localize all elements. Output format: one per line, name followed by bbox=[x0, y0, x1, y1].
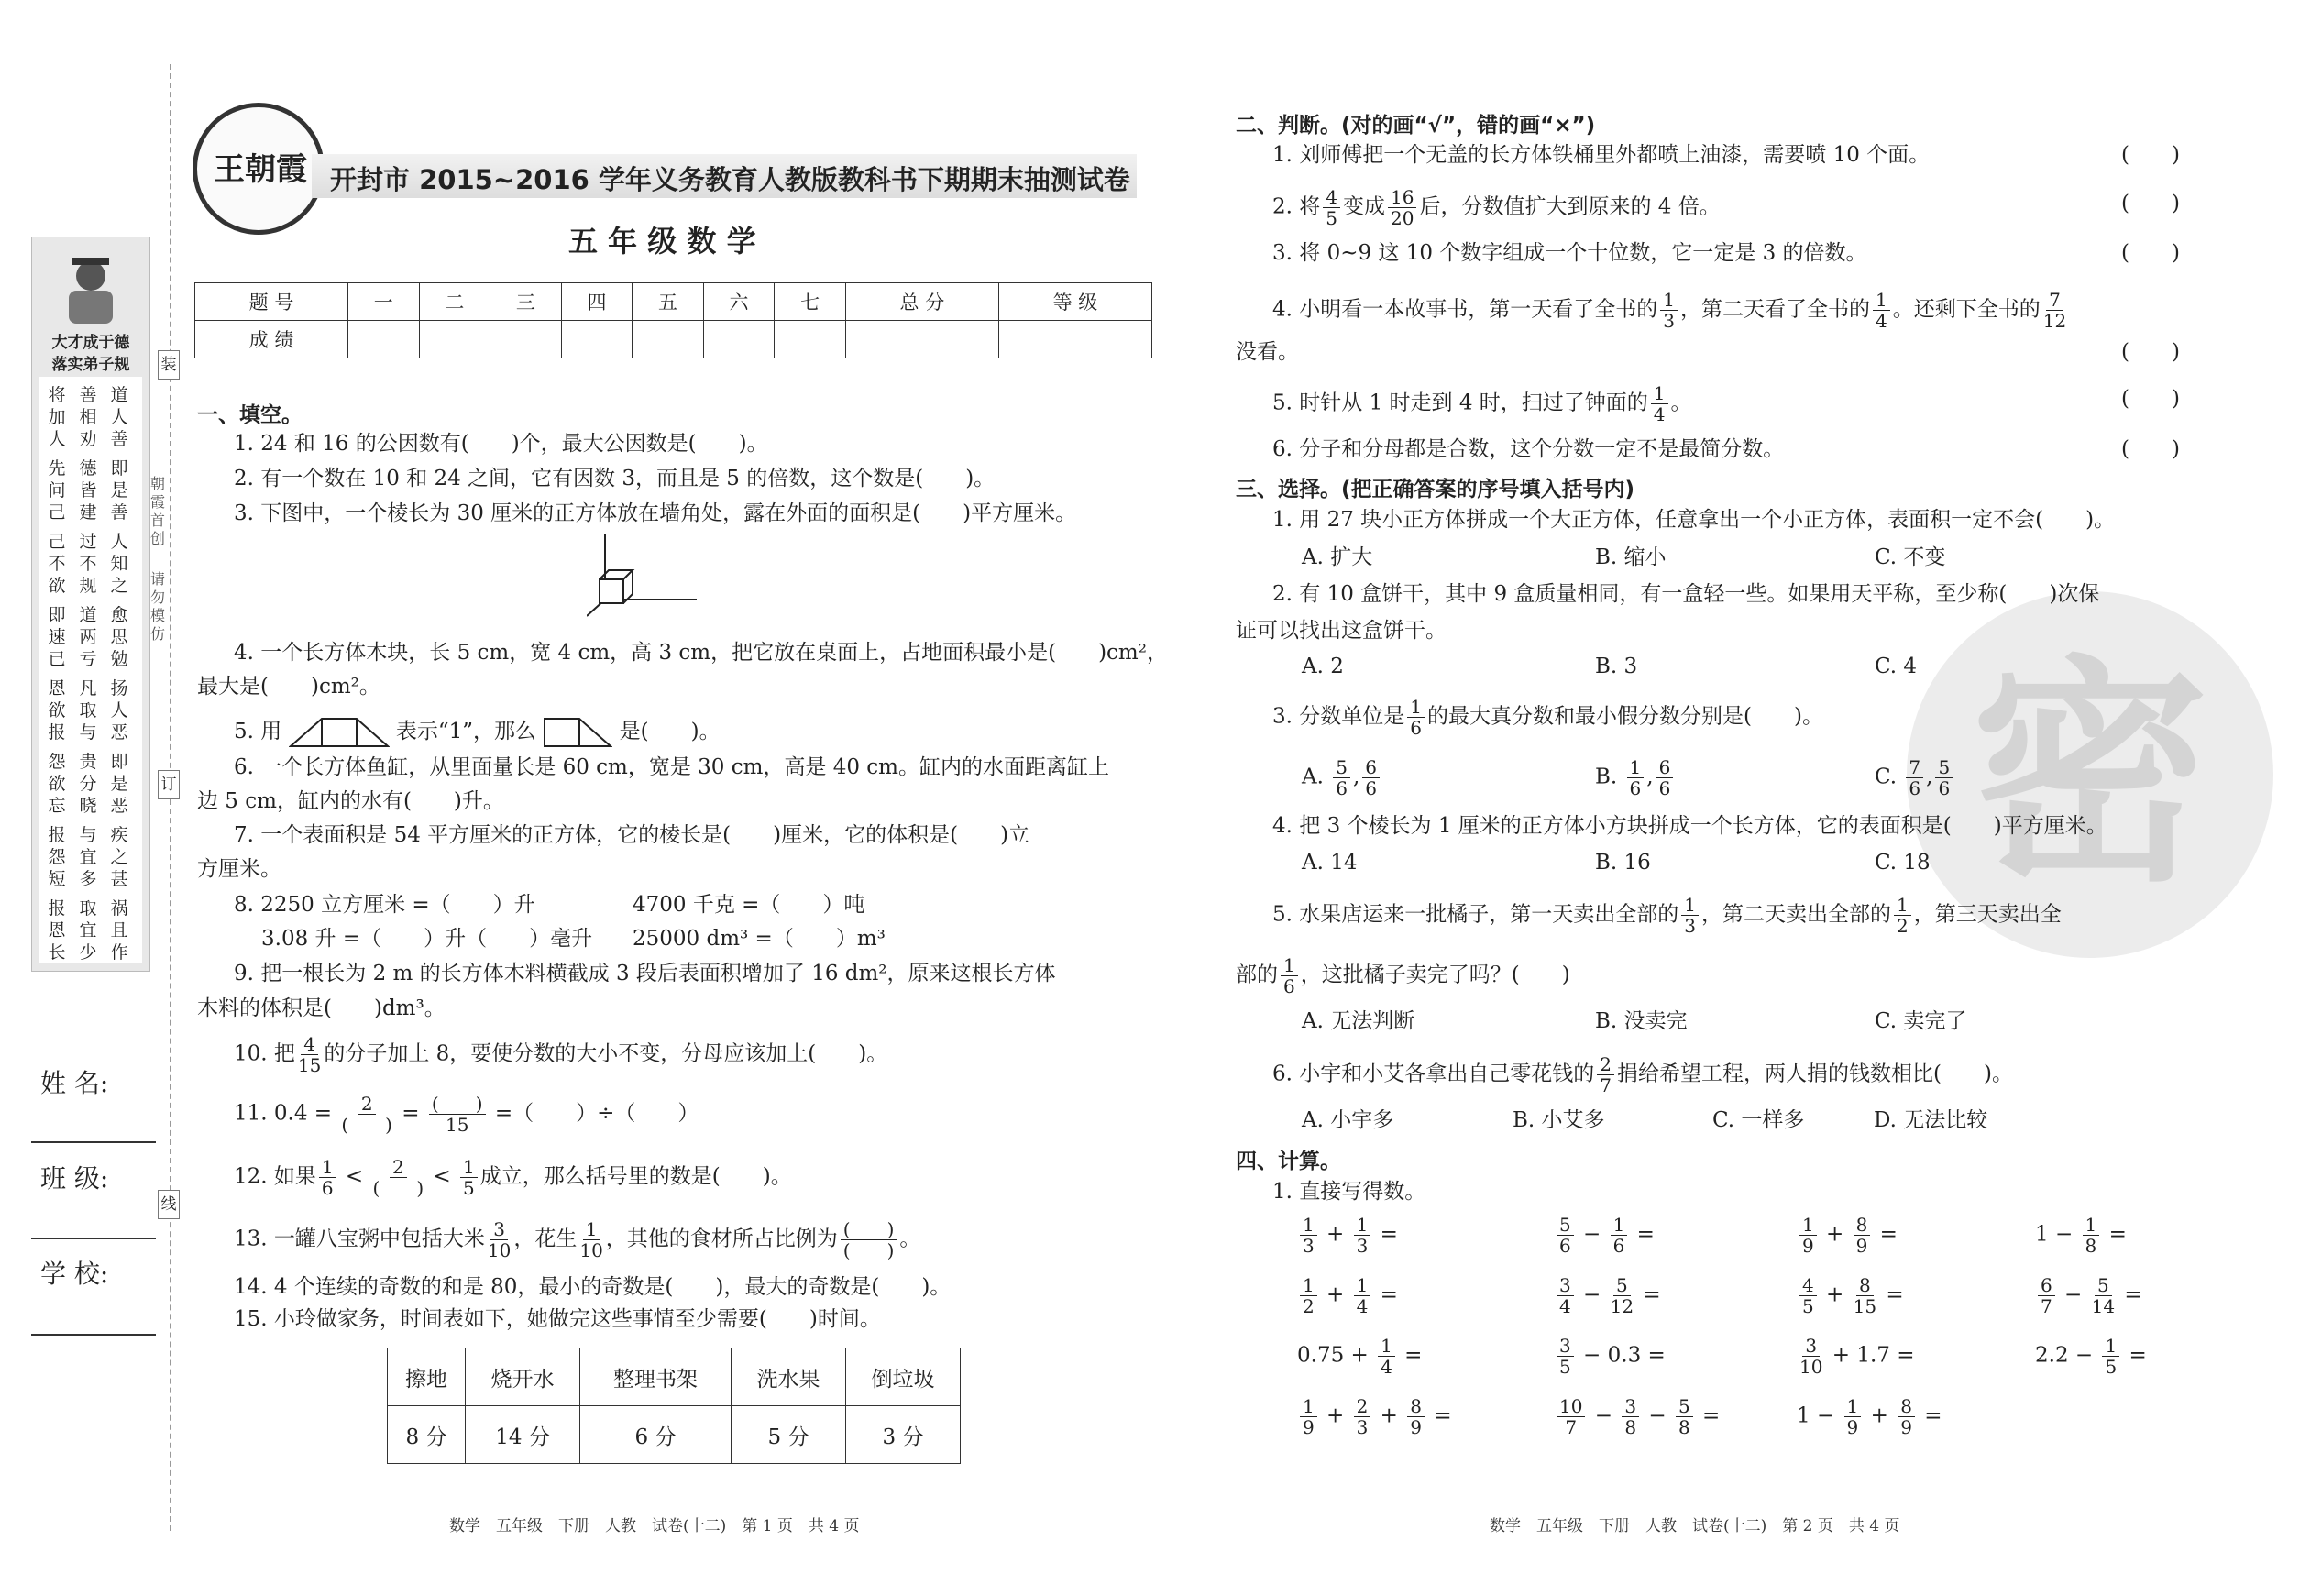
score-header: 等 级 bbox=[998, 283, 1151, 321]
p1-q13: 13. 一罐八宝粥中包括大米 $\frac{3}{10}$ ，花生 $\frac{1}{10}$ ，其他的食材所占比例为 $\frac{( )}{( )}$ 。 bbox=[234, 1218, 921, 1261]
option[interactable]: C. 4 bbox=[1875, 655, 1918, 678]
option[interactable]: A. $\frac{5}{6}$ , $\frac{6}{6}$ bbox=[1302, 757, 1382, 798]
sidebar-panel bbox=[31, 237, 150, 972]
dizigui-col: 恩欲报 bbox=[48, 678, 66, 743]
p2-q1: 1. 刘师傅把一个无盖的长方体铁桶里外都喷上油漆，需要喷 10 个面。 bbox=[1272, 143, 1931, 167]
score-cell[interactable] bbox=[998, 321, 1151, 358]
p3-q1: 1. 用 27 块小正方体拼成一个大正方体，任意拿出一个小正方体，表面积一定不会( )。 bbox=[1272, 508, 2116, 532]
calc-item: $\frac{1}{9}$ + $\frac{2}{3}$ + $\frac{8}{9}$ = bbox=[1297, 1396, 1452, 1437]
calc-item: 1 − $\frac{1}{8}$ = bbox=[2035, 1214, 2127, 1257]
fraction: $\frac{3}{5}$ bbox=[1557, 1336, 1574, 1377]
brand-logo bbox=[193, 103, 325, 235]
trapezoid-whole-icon bbox=[289, 717, 390, 748]
dizigui-col: 祸且作 bbox=[110, 898, 128, 963]
chore-time: 14 分 bbox=[466, 1406, 580, 1464]
fraction: $\frac{1}{2}$ bbox=[1300, 1275, 1317, 1316]
fraction: $\frac{4}{15}$ bbox=[297, 1033, 322, 1076]
fraction: $\frac{1}{4}$ bbox=[1378, 1336, 1395, 1377]
fraction: $\frac{1}{9}$ bbox=[1844, 1396, 1862, 1437]
fraction: $\frac{1}{8}$ bbox=[2083, 1215, 2100, 1256]
footer-left: 数学 五年级 下册 人教 试卷(十二) 第 1 页 共 4 页 bbox=[449, 1517, 860, 1535]
option[interactable]: C. 卖完了 bbox=[1875, 1009, 1967, 1033]
fraction: $\frac{1}{3}$ bbox=[1354, 1215, 1371, 1256]
calc-item: $\frac{3}{4}$ − $\frac{5}{12}$ = bbox=[1554, 1275, 1661, 1316]
score-cell[interactable] bbox=[561, 321, 633, 358]
score-header: 二 bbox=[419, 283, 490, 321]
chore-time: 5 分 bbox=[731, 1406, 845, 1464]
option[interactable]: B. 16 bbox=[1595, 851, 1651, 875]
calc-item: 0.75 + $\frac{1}{4}$ = bbox=[1297, 1335, 1423, 1378]
p3-q4: 4. 把 3 个棱长为 1 厘米的正方体小方块拼成一个长方体，它的表面积是( )平方厘米。 bbox=[1272, 814, 2107, 838]
p3-q3: 3. 分数单位是 $\frac{1}{6}$ 的最大真分数和最小假分数分别是( )。 bbox=[1272, 696, 1823, 739]
option[interactable]: B. $\frac{1}{6}$ , $\frac{6}{6}$ bbox=[1595, 757, 1676, 798]
p1-q8c: 3.08 升 =（ ）升（ ）毫升 bbox=[261, 927, 593, 951]
p1-q6b: 边 5 cm，缸内的水有( )升。 bbox=[197, 789, 504, 813]
dizigui-col: 即是善 bbox=[110, 458, 128, 523]
binding-char-1: 装 bbox=[158, 350, 180, 380]
footer-right: 数学 五年级 下册 人教 试卷(十二) 第 2 页 共 4 页 bbox=[1490, 1517, 1900, 1535]
subject-title: 五 年 级 数 学 bbox=[568, 224, 756, 259]
dizigui-col: 报恩长 bbox=[48, 898, 66, 963]
fraction: $\frac{10}{7}$ bbox=[1557, 1396, 1585, 1437]
chore-name: 整理书架 bbox=[580, 1348, 732, 1406]
dizigui-col: 将加人 bbox=[48, 385, 66, 449]
p3-q5b: 部的 $\frac{1}{6}$ ，这批橘子卖完了吗？( ) bbox=[1236, 954, 1570, 997]
fraction: $\frac{1}{4}$ bbox=[1354, 1275, 1371, 1316]
option[interactable]: C. $\frac{7}{6}$ , $\frac{5}{6}$ bbox=[1875, 757, 1955, 798]
fraction: $\frac{5}{14}$ bbox=[2091, 1274, 2116, 1317]
score-cell[interactable] bbox=[703, 321, 775, 358]
chore-time: 8 分 bbox=[388, 1406, 466, 1464]
p3-q2b: 证可以找出这盒饼干。 bbox=[1236, 619, 1447, 643]
p1-q8b: 4700 千克 =（ ）吨 bbox=[633, 893, 865, 917]
calc-item: 2.2 − $\frac{1}{5}$ = bbox=[2035, 1335, 2147, 1378]
dizigui-col: 德皆建 bbox=[79, 458, 97, 523]
fraction: $\frac{3}{8}$ bbox=[1622, 1396, 1639, 1437]
answer-paren[interactable]: ( ) bbox=[2121, 143, 2180, 167]
score-cell[interactable] bbox=[490, 321, 562, 358]
calc-item: $\frac{1}{2}$ + $\frac{1}{4}$ = bbox=[1297, 1275, 1398, 1316]
chore-name: 擦地 bbox=[388, 1348, 466, 1406]
option[interactable]: C. 一样多 bbox=[1712, 1108, 1805, 1132]
answer-paren[interactable]: ( ) bbox=[2121, 340, 2180, 364]
score-cell[interactable] bbox=[348, 321, 420, 358]
option[interactable]: D. 无法比较 bbox=[1874, 1108, 1988, 1132]
chore-name: 倒垃圾 bbox=[845, 1348, 960, 1406]
exam-title: 开封市 2015~2016 学年义务教育人教版教科书下期期末抽测试卷 bbox=[330, 164, 1130, 195]
dizigui-col: 人知之 bbox=[110, 532, 128, 596]
option[interactable]: B. 没卖完 bbox=[1595, 1009, 1688, 1033]
dizigui-col: 即速已 bbox=[48, 605, 66, 669]
dizigui-col: 道两亏 bbox=[79, 605, 97, 669]
score-header: 题 号 bbox=[195, 283, 348, 321]
p2-q2: 2. 将 $\frac{4}{5}$ 变成 $\frac{16}{20}$ 后，分数值扩大到原来的 4 倍。 bbox=[1272, 186, 1721, 229]
p4-sub1: 1. 直接写得数。 bbox=[1272, 1180, 1426, 1204]
dizigui-col: 先问己 bbox=[48, 458, 66, 523]
p1-q9a: 9. 把一根长为 2 m 的长方体木料横截成 3 段后表面积增加了 16 dm²，原来这根长方体 bbox=[234, 962, 1056, 985]
p1-q1: 1. 24 和 16 的公因数有( )个，最大公因数是( )。 bbox=[234, 432, 768, 456]
calc-item: 1 − $\frac{1}{9}$ + $\frac{8}{9}$ = bbox=[1797, 1395, 1942, 1438]
dizigui-col: 凡取与 bbox=[79, 678, 97, 743]
p1-q12: 12. 如果 $\frac{1}{6}$ < $\frac{2}{( )}$ < $\frac{1}{5}$ 成立，那么括号里的数是( )。 bbox=[234, 1156, 792, 1199]
fraction: $\frac{8}{9}$ bbox=[1854, 1215, 1871, 1256]
school-label: 学 校: bbox=[40, 1259, 109, 1289]
fraction: $\frac{4}{5}$ bbox=[1799, 1275, 1817, 1316]
option[interactable]: A. 无法判断 bbox=[1302, 1009, 1415, 1033]
p2-q5: 5. 时针从 1 时走到 4 时，扫过了钟面的 $\frac{1}{4}$ 。 bbox=[1272, 382, 1692, 425]
calc-item: $\frac{3}{5}$ − 0.3 = bbox=[1554, 1336, 1666, 1377]
option[interactable]: B. 小艾多 bbox=[1513, 1108, 1605, 1132]
dizigui-col: 与宜多 bbox=[79, 825, 97, 889]
dizigui-box bbox=[39, 377, 142, 963]
score-header: 七 bbox=[775, 283, 846, 321]
p1-q8d: 25000 dm³ =（ ）m³ bbox=[633, 927, 886, 951]
score-header: 四 bbox=[561, 283, 633, 321]
p3-q6: 6. 小宇和小艾各拿出自己零花钱的 $\frac{2}{7}$ 捐给希望工程，两人捐的钱数相比( )。 bbox=[1272, 1053, 2013, 1096]
fraction: $\frac{1}{5}$ bbox=[2102, 1336, 2119, 1377]
seal-text: 密 bbox=[1971, 634, 2209, 914]
fraction: $\frac{5}{8}$ bbox=[1676, 1396, 1693, 1437]
dizigui-col: 取宜少 bbox=[79, 898, 97, 963]
p1-q9b: 木料的体积是( )dm³。 bbox=[197, 996, 446, 1020]
score-cell[interactable] bbox=[775, 321, 846, 358]
name-label: 姓 名: bbox=[40, 1068, 109, 1098]
fraction: $\frac{6}{7}$ bbox=[2038, 1275, 2055, 1316]
chore-name: 烧开水 bbox=[466, 1348, 580, 1406]
dizigui-col: 善相劝 bbox=[79, 385, 97, 449]
p2-q6: 6. 分子和分母都是合数，这个分数一定不是最简分数。 bbox=[1272, 437, 1785, 461]
dizigui-col: 贵分晓 bbox=[79, 752, 97, 816]
option[interactable]: A. 2 bbox=[1302, 655, 1344, 678]
chore-time: 6 分 bbox=[580, 1406, 732, 1464]
class-field[interactable] bbox=[31, 1238, 156, 1239]
copyright-note-1: 朝霞首创 bbox=[149, 475, 165, 547]
score-header: 一 bbox=[348, 283, 420, 321]
part2-heading: 二、判断。(对的画“√”，错的画“×”) bbox=[1236, 114, 1596, 138]
copyright-note-2: 请勿模仿 bbox=[149, 570, 165, 643]
fraction: $\frac{5}{6}$ bbox=[1557, 1215, 1574, 1256]
p2-q4: 4. 小明看一本故事书，第一天看了全书的 $\frac{1}{3}$ ，第二天看了全书的 $\frac{1}{4}$ 。还剩下全书的 $\frac{7}{12}$ bbox=[1272, 289, 2067, 332]
fraction: $\frac{2}{3}$ bbox=[1354, 1396, 1371, 1437]
binding-char-2: 订 bbox=[158, 770, 180, 799]
option[interactable]: B. 缩小 bbox=[1595, 545, 1667, 569]
p1-q4b: 最大是( )cm²。 bbox=[197, 675, 380, 699]
fraction: $\frac{1}{9}$ bbox=[1300, 1396, 1317, 1437]
p1-q7b: 方厘米。 bbox=[197, 857, 281, 881]
answer-paren[interactable]: ( ) bbox=[2121, 241, 2180, 265]
score-header: 六 bbox=[703, 283, 775, 321]
option[interactable]: C. 不变 bbox=[1875, 545, 1946, 569]
scholar-figure-icon bbox=[32, 247, 149, 329]
slogan-2: 落实弟子规 bbox=[51, 356, 130, 374]
score-cell[interactable] bbox=[419, 321, 490, 358]
option[interactable]: B. 3 bbox=[1595, 655, 1638, 678]
corner-cube-figure bbox=[587, 534, 706, 618]
score-header: 总 分 bbox=[845, 283, 998, 321]
score-header: 五 bbox=[633, 283, 704, 321]
p1-q5: 5. 用 表示“1”，那么 是( )。 bbox=[234, 717, 721, 748]
part1-heading: 一、填空。 bbox=[197, 403, 303, 427]
brand-logo-text: 王朝霞 bbox=[214, 151, 307, 188]
dizigui-col: 扬人恶 bbox=[110, 678, 128, 743]
p1-q10: 10. 把 $\frac{4}{15}$ 的分子加上 8，要使分数的大小不变，分母应该加上( )。 bbox=[234, 1033, 888, 1076]
chore-name: 洗水果 bbox=[731, 1348, 845, 1406]
dizigui-col: 愈思勉 bbox=[110, 605, 128, 669]
answer-paren[interactable]: ( ) bbox=[2121, 437, 2180, 461]
fraction: $\frac{1}{6}$ bbox=[1611, 1215, 1628, 1256]
p2-q3: 3. 将 0~9 这 10 个数字组成一个十位数，它一定是 3 的倍数。 bbox=[1272, 241, 1867, 265]
p3-q2a: 2. 有 10 盒饼干，其中 9 盒质量相同，有一盒轻一些。如果用天平称，至少称( )次保 bbox=[1272, 582, 2100, 606]
calc-item: $\frac{5}{6}$ − $\frac{1}{6}$ = bbox=[1554, 1215, 1655, 1256]
fraction: $\frac{3}{4}$ bbox=[1557, 1275, 1574, 1316]
calc-item: $\frac{1}{9}$ + $\frac{8}{9}$ = bbox=[1797, 1215, 1898, 1256]
part3-heading: 三、选择。(把正确答案的序号填入括号内) bbox=[1236, 478, 1635, 501]
score-header: 三 bbox=[490, 283, 562, 321]
fraction: $\frac{8}{15}$ bbox=[1853, 1274, 1877, 1317]
fraction: $\frac{1}{3}$ bbox=[1300, 1215, 1317, 1256]
binding-char-3: 线 bbox=[158, 1190, 180, 1219]
trapezoid-part-icon bbox=[543, 717, 612, 748]
answer-paren[interactable]: ( ) bbox=[2121, 387, 2180, 411]
calc-item: $\frac{10}{7}$ − $\frac{3}{8}$ − $\frac{5}{8}$ = bbox=[1554, 1396, 1720, 1437]
dizigui-col: 道人善 bbox=[110, 385, 128, 449]
class-label: 班 级: bbox=[40, 1163, 109, 1194]
p1-q3: 3. 下图中，一个棱长为 30 厘米的正方体放在墙角处，露在外面的面积是( )平方厘米。 bbox=[234, 501, 1077, 525]
p1-q2: 2. 有一个数在 10 和 24 之间，它有因数 3，而且是 5 的倍数，这个数是( )。 bbox=[234, 467, 996, 490]
dizigui-col: 即是恶 bbox=[110, 752, 128, 816]
p1-q7a: 7. 一个表面积是 54 平方厘米的正方体，它的棱长是( )厘米，它的体积是( )立 bbox=[234, 823, 1030, 847]
dizigui-col: 怨欲忘 bbox=[48, 752, 66, 816]
option[interactable]: A. 扩大 bbox=[1302, 545, 1373, 569]
slogan-1: 大才成于德 bbox=[51, 334, 130, 352]
calc-item: $\frac{6}{7}$ − $\frac{5}{14}$ = bbox=[2035, 1275, 2142, 1316]
dizigui-col: 报怨短 bbox=[48, 825, 66, 889]
dizigui-col: 己不欲 bbox=[48, 532, 66, 596]
score-row-label: 成 绩 bbox=[195, 321, 348, 358]
p1-q15: 15. 小玲做家务，时间表如下，她做完这些事情至少需要( )时间。 bbox=[234, 1307, 881, 1331]
score-cell[interactable] bbox=[845, 321, 998, 358]
chore-time: 3 分 bbox=[845, 1406, 960, 1464]
p3-q5a: 5. 水果店运来一批橘子，第一天卖出全部的 $\frac{1}{3}$ ，第二天卖出全部的 $\frac{1}{2}$ ，第三天卖出全 bbox=[1272, 894, 2062, 937]
p1-q4a: 4. 一个长方体木块，长 5 cm，宽 4 cm，高 3 cm，把它放在桌面上，占地面积最小是( )cm²， bbox=[234, 641, 1168, 665]
calc-item: $\frac{4}{5}$ + $\frac{8}{15}$ = bbox=[1797, 1275, 1904, 1316]
name-field[interactable] bbox=[31, 1141, 156, 1143]
fraction: $\frac{1}{9}$ bbox=[1799, 1215, 1817, 1256]
calc-item: $\frac{1}{3}$ + $\frac{1}{3}$ = bbox=[1297, 1215, 1398, 1256]
school-field[interactable] bbox=[31, 1334, 156, 1336]
calc-grid bbox=[1297, 1215, 2177, 1455]
p2-q4d: 没看。 bbox=[1236, 340, 1299, 364]
dizigui-col: 过不规 bbox=[79, 532, 97, 596]
p1-q11: 11. 0.4 = $\frac{2}{( )}$ = $\frac{( )}{15}$ =（ ）÷（ ） bbox=[234, 1093, 699, 1136]
p1-q6a: 6. 一个长方体鱼缸，从里面量长是 60 cm，宽是 30 cm，高是 40 cm。缸内的水面距离缸上 bbox=[234, 755, 1109, 779]
fraction: $\frac{3}{10}$ bbox=[1799, 1335, 1823, 1378]
fraction: $\frac{8}{9}$ bbox=[1898, 1396, 1915, 1437]
option[interactable]: A. 14 bbox=[1302, 851, 1358, 875]
option[interactable]: C. 18 bbox=[1875, 851, 1931, 875]
score-cell[interactable] bbox=[633, 321, 704, 358]
fraction: $\frac{5}{12}$ bbox=[1610, 1274, 1634, 1317]
answer-paren[interactable]: ( ) bbox=[2121, 192, 2180, 215]
part4-heading: 四、计算。 bbox=[1236, 1150, 1341, 1173]
dizigui-col: 疾之甚 bbox=[110, 825, 128, 889]
option[interactable]: A. 小宇多 bbox=[1302, 1108, 1394, 1132]
chores-table bbox=[387, 1348, 961, 1464]
p1-q14: 14. 4 个连续的奇数的和是 80，最小的奇数是( )，最大的奇数是( )。 bbox=[234, 1275, 952, 1299]
calc-item: $\frac{3}{10}$ + 1.7 = bbox=[1799, 1335, 1915, 1378]
p1-q8a: 8. 2250 立方厘米 =（ ）升 bbox=[234, 893, 535, 917]
score-table bbox=[194, 282, 1152, 358]
fraction: $\frac{8}{9}$ bbox=[1407, 1396, 1425, 1437]
